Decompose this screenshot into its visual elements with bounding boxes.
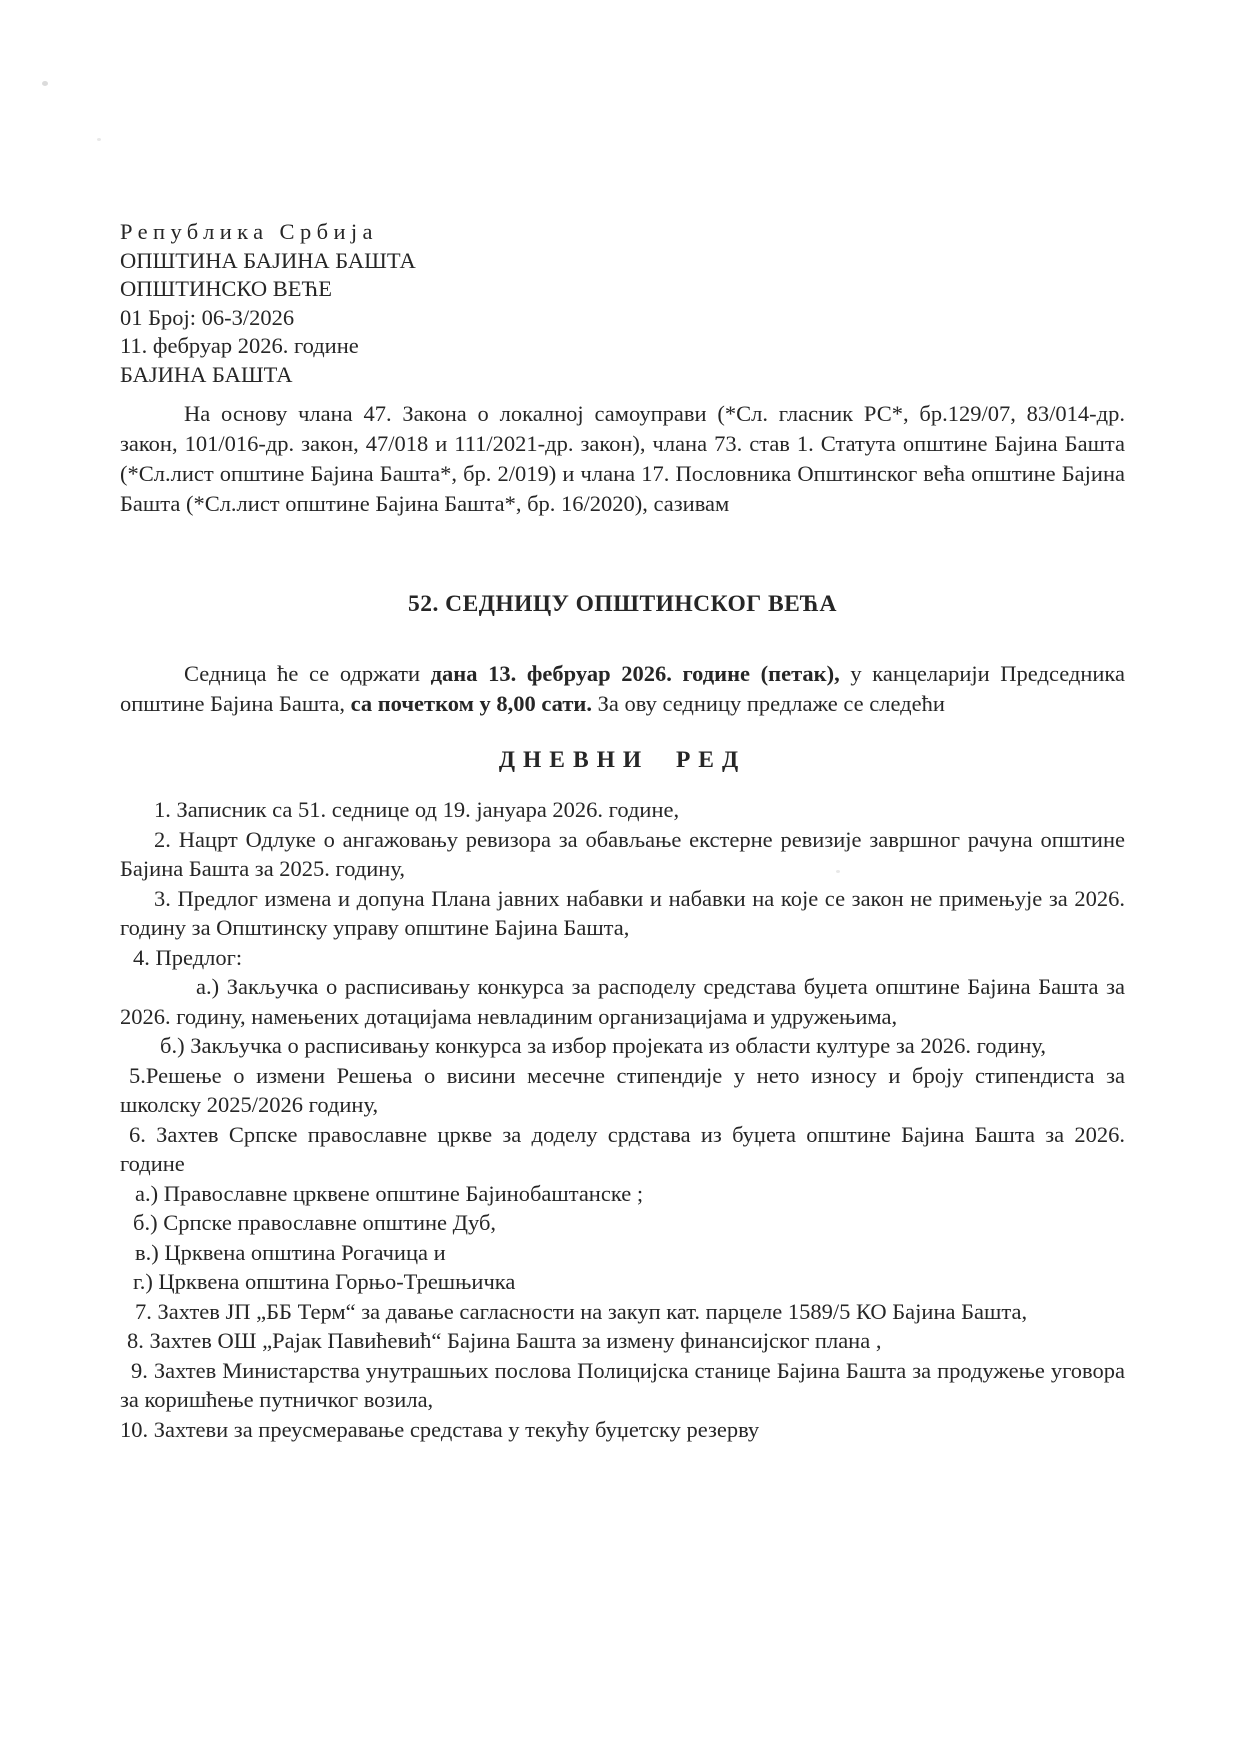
agenda-subitem: б.) Српске православне општине Дуб, bbox=[133, 1210, 497, 1235]
agenda-item: 10. Захтеви за преусмеравање средстава у текућу буџетску резерву bbox=[120, 1416, 760, 1442]
agenda-subitem: а.) Православне црквене општине Бајинобаштанске ; bbox=[135, 1180, 644, 1206]
letterhead-place: БАЈИНА БАШТА bbox=[120, 361, 293, 387]
session-time-bold: са почетком у 8,00 сати. bbox=[350, 691, 592, 716]
agenda-item: 4. Предлог: bbox=[133, 944, 243, 970]
letterhead-number: 01 Број: 06-3/2026 bbox=[120, 304, 295, 330]
letterhead-date: 11. фебруар 2026. године bbox=[120, 333, 359, 358]
letterhead-body: ОПШТИНСКО ВЕЋЕ bbox=[120, 276, 332, 301]
agenda-item: 2. Нацрт Одлуке о ангажовању ревизора за обављање екстерне ревизије завршног рачуна општине Бајина Башта за 2025. годину, bbox=[120, 826, 1125, 881]
session-proposal-text: За ову седницу предлаже се следећи bbox=[591, 691, 945, 716]
session-info-text: Седница ће се одржати bbox=[184, 661, 431, 686]
scan-speck bbox=[836, 870, 840, 873]
agenda-item: 8. Захтев ОШ „Рајак Павићевић“ Бајина Башта за измену финансијског плана , bbox=[127, 1328, 882, 1353]
letterhead bbox=[120, 218, 1125, 389]
agenda-item: 9. Захтев Министарства унутрашњих послова Полицијска станице Бајина Башта за продужење уговора за коришћење путничког возила, bbox=[120, 1357, 1125, 1412]
agenda-item: 5.Решење о измени Решења о висини месечне стипендије у нето износу и броју стипендиста за школску 2025/2026 годину, bbox=[120, 1062, 1125, 1117]
agenda-list bbox=[120, 795, 1125, 1444]
agenda-title: ДНЕВНИ РЕД bbox=[498, 747, 747, 773]
letterhead-country: Република Србија bbox=[120, 219, 378, 244]
scan-speck bbox=[97, 138, 101, 141]
agenda-subitem: г.) Црквена општина Горњо-Трешњичка bbox=[133, 1269, 516, 1294]
session-date-bold: дана 13. фебруар 2026. године (петак), bbox=[430, 661, 840, 686]
session-title: 52. СЕДНИЦУ ОПШТИНСКОГ ВЕЋА bbox=[408, 591, 837, 617]
agenda-item: 6. Захтев Српске православне цркве за доделу срдстава из буџета општине Бајина Башта за 2026. године bbox=[120, 1121, 1125, 1176]
legal-basis-paragraph: На основу члана 47. Закона о локалној самоуправи (*Сл. гласник РС*, бр.129/07, 83/014-др. закон, 101/016-др. закон, 47/018 и 111/2021-др. закон), члана 73. став 1. Статута општине Бајина Башта (*Сл.лист општине Бајина Башта*, бр. 2/019) и члана 17. Пословника Општинског већа општине Бајина Башта (*Сл.лист општине Бајина Башта*, бр. 16/2020), сазивам bbox=[120, 401, 1125, 516]
scan-speck bbox=[42, 81, 48, 86]
agenda-subitem: а.) Закључка о расписивању конкурса за расподелу средстава буџета општине Бајина Башта за 2026. годину, намењених дотацијама невладиним организацијама и удружењима, bbox=[120, 974, 1125, 1029]
session-info-paragraph bbox=[120, 659, 1125, 719]
session-location-text: у канцеларији Председника општине Бајина Башта, bbox=[120, 661, 1126, 716]
agenda-item: 1. Записник са 51. седнице од 19. јануара 2026. године, bbox=[154, 797, 680, 822]
letterhead-municipality: ОПШТИНА БАЈИНА БАШТА bbox=[120, 247, 416, 273]
agenda-item: 7. Захтев ЈП „ББ Терм“ за давање сагласности на закуп кат. парцеле 1589/5 КО Бајина Башта, bbox=[135, 1298, 1028, 1324]
scan-speck bbox=[528, 1308, 533, 1312]
agenda-subitem: в.) Црквена општина Рогачица и bbox=[135, 1239, 446, 1265]
agenda-item: 3. Предлог измена и допуна Плана јавних набавки и набавки на које се закон не примењује за 2026. годину за Општинску управу општине Бајина Башта, bbox=[120, 885, 1125, 940]
agenda-subitem: б.) Закључка о расписивању конкурса за избор пројеката из области културе за 2026. годину, bbox=[160, 1033, 1047, 1058]
